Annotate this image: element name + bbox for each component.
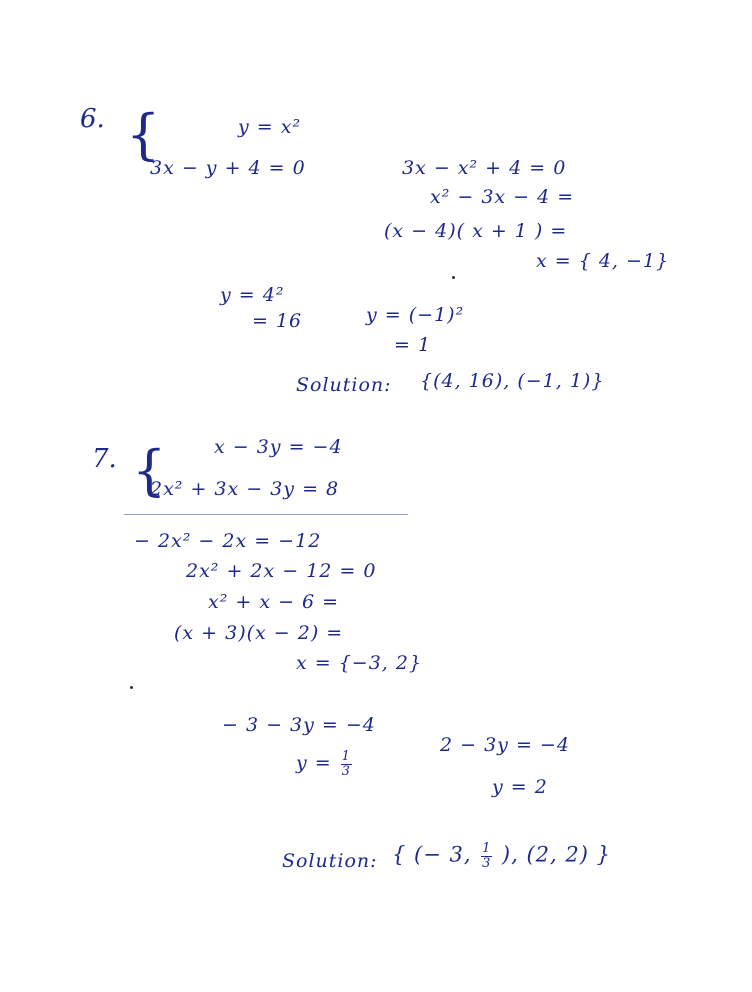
problem-7-work-line-2: 2x² + 2x − 12 = 0 xyxy=(186,560,377,582)
problem-6-solution: {(4, 16), (−1, 1)} xyxy=(420,370,605,392)
problem-7-y-sub-a-line-2 xyxy=(296,750,354,778)
problem-7-solution-close: ), (2, 2) } xyxy=(501,842,611,867)
problem-7-solution-label: Solution: xyxy=(282,850,378,872)
problem-6-work-line-2: x² − 3x − 4 = xyxy=(430,186,575,208)
problem-6-equation-1: y = x² xyxy=(238,116,302,138)
problem-7-solution-open: { (− 3, xyxy=(392,842,472,867)
problem-7-work-line-1: − 2x² − 2x = −12 xyxy=(134,530,322,552)
problem-7-solution xyxy=(392,842,611,870)
problem-7-equation-1: x − 3y = −4 xyxy=(214,436,343,458)
problem-7-y-sub-a-prefix: y = xyxy=(296,752,332,775)
fraction-denominator: 3 xyxy=(482,855,492,871)
problem-6-solution-label: Solution: xyxy=(296,374,392,396)
problem-7-work-line-4: (x + 3)(x − 2) = xyxy=(174,622,344,644)
problem-6-work-line-3: (x − 4)( x + 1 ) = xyxy=(384,220,568,242)
problem-7-equation-2: 2x² + 3x − 3y = 8 xyxy=(150,478,340,500)
fraction-one-third xyxy=(341,750,352,778)
problem-7-work-line-5: x = {−3, 2} xyxy=(296,652,423,674)
problem-6-brace: { xyxy=(126,103,161,166)
problem-7-y-sub-b-line-2: y = 2 xyxy=(492,776,548,798)
problem-7-brace: { xyxy=(132,439,167,502)
solution-fraction-one-third xyxy=(481,842,492,870)
problem-6-y-sub-b-line-2: = 1 xyxy=(394,334,432,356)
ink-speck xyxy=(452,276,455,279)
problem-6-y-sub-a-line-1: y = 4² xyxy=(220,284,285,306)
fraction-numerator: 1 xyxy=(482,841,492,856)
problem-7-y-sub-b-line-1: 2 − 3y = −4 xyxy=(440,734,570,756)
fraction-denominator: 3 xyxy=(341,763,351,779)
problem-6-number: 6. xyxy=(80,104,105,134)
fraction-numerator: 1 xyxy=(341,749,351,764)
problem-7-number: 7. xyxy=(92,444,117,474)
ink-speck xyxy=(130,686,133,689)
problem-6-work-line-1: 3x − x² + 4 = 0 xyxy=(402,157,567,179)
problem-6-work-line-4: x = { 4, −1} xyxy=(536,250,670,272)
subtraction-rule xyxy=(124,514,408,515)
problem-7-work-line-3: x² + x − 6 = xyxy=(208,591,340,613)
problem-6-equation-2: 3x − y + 4 = 0 xyxy=(150,157,306,179)
problem-6-y-sub-b-line-1: y = (−1)² xyxy=(366,304,465,326)
problem-7-y-sub-a-line-1: − 3 − 3y = −4 xyxy=(222,714,376,736)
problem-6-y-sub-a-line-2: = 16 xyxy=(252,310,303,332)
